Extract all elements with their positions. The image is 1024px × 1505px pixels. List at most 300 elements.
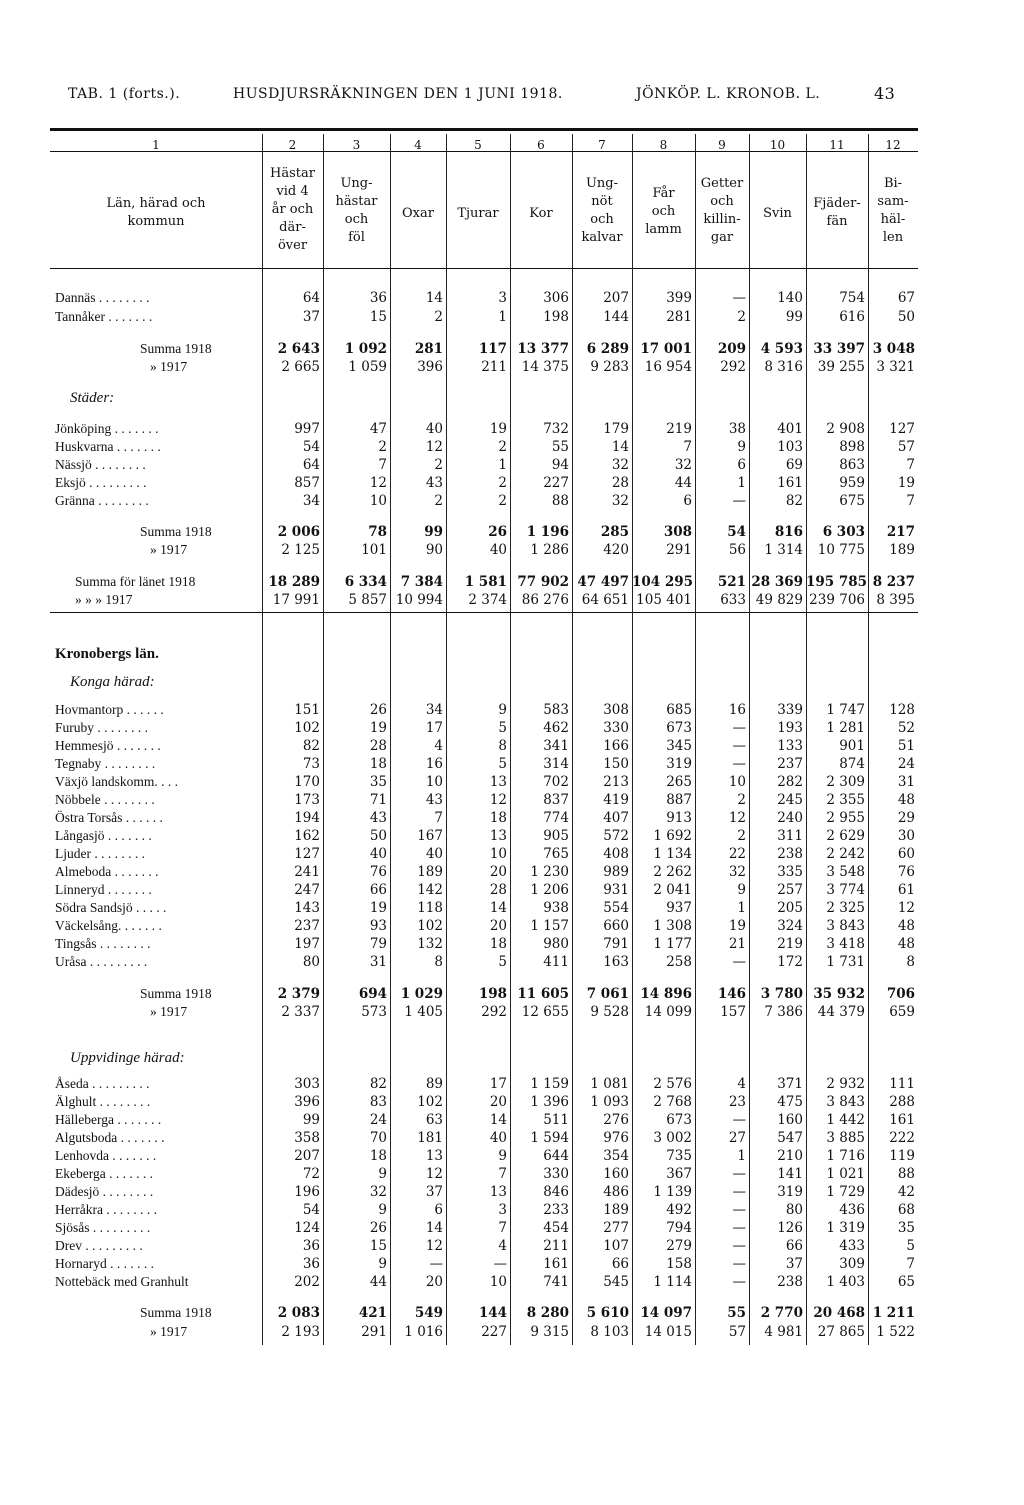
- table-cell: 938: [543, 900, 569, 916]
- table-cell: 554: [603, 900, 629, 916]
- table-cell: 3 885: [826, 1130, 865, 1146]
- table-cell: 6 289: [586, 341, 629, 357]
- table-cell: —: [732, 1112, 746, 1128]
- table-cell: 10: [489, 846, 507, 862]
- table-cell: 3 774: [826, 882, 865, 898]
- table-cell: 5: [498, 720, 507, 736]
- table-cell: 13: [489, 1184, 507, 1200]
- row-label: Furuby . . . . . . . .: [55, 720, 149, 735]
- table-cell: 90: [425, 542, 443, 558]
- table-cell: 15: [369, 1238, 387, 1254]
- table-cell: 13 377: [517, 341, 569, 357]
- table-cell: 117: [478, 341, 507, 357]
- table-cell: 26: [488, 524, 507, 540]
- table-cell: 82: [302, 738, 320, 754]
- table-cell: 702: [543, 774, 569, 790]
- table-cell: 163: [603, 954, 629, 970]
- column-header-line: lamm: [645, 222, 682, 237]
- table-row: [0, 1184, 1024, 1202]
- table-cell: 9: [737, 439, 746, 455]
- table-cell: 39 255: [817, 359, 865, 375]
- table-cell: 44: [369, 1274, 387, 1290]
- table-cell: 1 157: [530, 918, 569, 934]
- table-cell: 7: [498, 1220, 507, 1236]
- table-cell: 107: [603, 1238, 629, 1254]
- row-label: Ljuder . . . . . . . .: [55, 846, 145, 861]
- table-cell: 2 629: [826, 828, 865, 844]
- table-cell: 144: [603, 309, 629, 325]
- table-cell: 7: [683, 439, 692, 455]
- row-label: » 1917: [150, 542, 188, 557]
- table-cell: 83: [369, 1094, 387, 1110]
- header-region: JÖNKÖP. L. KRONOB. L.: [636, 86, 821, 102]
- table-cell: 99: [424, 524, 443, 540]
- row-label: Hälleberga . . . . . . .: [55, 1112, 162, 1127]
- table-cell: 219: [666, 421, 692, 437]
- table-cell: 170: [294, 774, 320, 790]
- table-cell: 12: [425, 1166, 443, 1182]
- table-cell: 7 061: [586, 986, 629, 1002]
- table-cell: 411: [543, 954, 569, 970]
- table-cell: 64: [302, 457, 320, 473]
- column-number: 10: [769, 138, 786, 152]
- table-cell: 126: [777, 1220, 803, 1236]
- table-cell: 143: [294, 900, 320, 916]
- table-cell: 5 857: [348, 592, 387, 608]
- table-row: [0, 524, 1024, 542]
- column-header-line: och: [590, 212, 614, 227]
- table-cell: 64 651: [581, 592, 629, 608]
- table-cell: —: [732, 1256, 746, 1272]
- table-cell: 181: [417, 1130, 443, 1146]
- table-cell: 462: [543, 720, 569, 736]
- table-cell: 173: [294, 792, 320, 808]
- table-cell: 43: [369, 810, 387, 826]
- row-label: » 1917: [150, 1324, 188, 1339]
- table-cell: 217: [886, 524, 915, 540]
- table-cell: 980: [543, 936, 569, 952]
- column-number: 4: [414, 138, 422, 152]
- table-cell: 358: [294, 1130, 320, 1146]
- table-cell: 2: [434, 493, 443, 509]
- table-cell: 80: [302, 954, 320, 970]
- table-cell: 420: [603, 542, 629, 558]
- table-cell: 162: [294, 828, 320, 844]
- table-cell: 6: [683, 493, 692, 509]
- table-cell: 14 015: [644, 1324, 692, 1340]
- table-cell: 19: [728, 918, 746, 934]
- table-cell: 8 395: [876, 592, 915, 608]
- table-cell: 48: [897, 792, 915, 808]
- table-row: [0, 574, 1024, 592]
- table-cell: 14 375: [521, 359, 569, 375]
- table-cell: 1: [737, 475, 746, 491]
- table-row: [0, 846, 1024, 864]
- column-header-line: Ung-: [585, 176, 619, 191]
- table-row: [0, 1324, 1024, 1342]
- table-row: [0, 290, 1024, 308]
- table-cell: 1 139: [653, 1184, 692, 1200]
- table-cell: 9 315: [530, 1324, 569, 1340]
- table-cell: 436: [839, 1202, 865, 1218]
- table-cell: 34: [425, 702, 443, 718]
- table-cell: 16: [425, 756, 443, 772]
- table-cell: 12: [425, 1238, 443, 1254]
- table-cell: 86 276: [521, 592, 569, 608]
- table-row: [0, 359, 1024, 377]
- table-cell: 291: [666, 542, 692, 558]
- row-label: Östra Torsås . . . . . .: [55, 810, 163, 825]
- table-cell: 189: [603, 1202, 629, 1218]
- table-cell: 3 780: [760, 986, 803, 1002]
- table-cell: 401: [777, 421, 803, 437]
- table-cell: 13: [425, 1148, 443, 1164]
- table-cell: 694: [358, 986, 387, 1002]
- table-cell: 78: [368, 524, 387, 540]
- table-cell: 2 309: [826, 774, 865, 790]
- table-cell: 644: [543, 1148, 569, 1164]
- table-row: [0, 720, 1024, 738]
- page-header: [68, 86, 908, 110]
- table-cell: 40: [425, 846, 443, 862]
- table-cell: 846: [543, 1184, 569, 1200]
- row-label: Linneryd . . . . . . .: [55, 882, 152, 897]
- table-cell: 1 319: [826, 1220, 865, 1236]
- table-cell: 37: [785, 1256, 803, 1272]
- table-cell: 1 522: [876, 1324, 915, 1340]
- table-cell: 9: [378, 1202, 387, 1218]
- table-cell: 146: [717, 986, 746, 1002]
- table-cell: 549: [414, 1305, 443, 1321]
- table-cell: 396: [294, 1094, 320, 1110]
- table-cell: 2: [434, 457, 443, 473]
- table-cell: 1 442: [826, 1112, 865, 1128]
- table-cell: 8 316: [764, 359, 803, 375]
- table-cell: 1 114: [653, 1274, 692, 1290]
- table-cell: 1 134: [653, 846, 692, 862]
- row-label: Summa 1918: [140, 1305, 212, 1320]
- table-cell: 2: [737, 828, 746, 844]
- table-cell: 8: [906, 954, 915, 970]
- table-cell: 1 403: [826, 1274, 865, 1290]
- table-cell: 99: [302, 1112, 320, 1128]
- table-cell: 1 281: [826, 720, 865, 736]
- row-label: Jönköping . . . . . . .: [55, 421, 159, 436]
- table-cell: 133: [777, 738, 803, 754]
- table-cell: 14 097: [640, 1305, 692, 1321]
- mid-rule: [50, 612, 918, 613]
- table-cell: 124: [294, 1220, 320, 1236]
- table-cell: 60: [897, 846, 915, 862]
- row-label: Eksjö . . . . . . . . .: [55, 475, 147, 490]
- table-row: [0, 828, 1024, 846]
- table-cell: 863: [839, 457, 865, 473]
- table-cell: 741: [543, 1274, 569, 1290]
- table-cell: 1 581: [464, 574, 507, 590]
- table-cell: 616: [839, 309, 865, 325]
- table-cell: 454: [543, 1220, 569, 1236]
- table-cell: 196: [294, 1184, 320, 1200]
- table-cell: 1 177: [653, 936, 692, 952]
- table-cell: 233: [543, 1202, 569, 1218]
- table-cell: 241: [294, 864, 320, 880]
- table-cell: 142: [417, 882, 443, 898]
- table-cell: 56: [728, 542, 746, 558]
- column-header: [510, 205, 572, 223]
- table-cell: 1 308: [653, 918, 692, 934]
- column-header: [50, 195, 262, 231]
- table-cell: 7: [498, 1166, 507, 1182]
- table-cell: 735: [666, 1148, 692, 1164]
- column-header-line: len: [882, 230, 904, 245]
- table-row: [0, 792, 1024, 810]
- table-cell: 55: [551, 439, 569, 455]
- table-cell: 17 001: [640, 341, 692, 357]
- table-row: [0, 864, 1024, 882]
- table-cell: 89: [425, 1076, 443, 1092]
- column-header: [323, 175, 390, 247]
- table-cell: 257: [777, 882, 803, 898]
- column-header-line: Län, härad och: [106, 196, 206, 211]
- table-row: [0, 810, 1024, 828]
- table-cell: 54: [302, 439, 320, 455]
- table-cell: 1 692: [653, 828, 692, 844]
- table-cell: 24: [369, 1112, 387, 1128]
- table-cell: 18: [489, 936, 507, 952]
- table-cell: 8: [498, 738, 507, 754]
- table-cell: 2 374: [468, 592, 507, 608]
- table-cell: 545: [603, 1274, 629, 1290]
- row-label: Hornaryd . . . . . . .: [55, 1256, 154, 1271]
- table-cell: 754: [839, 290, 865, 306]
- table-cell: 3: [498, 1202, 507, 1218]
- column-header-line: föl: [348, 230, 365, 245]
- header-table-ref: TAB. 1 (forts.).: [68, 86, 181, 102]
- row-label: Södra Sandsjö . . . . .: [55, 900, 167, 915]
- column-number: 2: [288, 138, 297, 152]
- column-header-line: sam-: [877, 194, 909, 209]
- table-cell: 5: [498, 954, 507, 970]
- table-row: [0, 986, 1024, 1004]
- table-cell: 128: [889, 702, 915, 718]
- table-cell: 2 006: [277, 524, 320, 540]
- table-cell: 18 289: [268, 574, 320, 590]
- table-cell: 68: [897, 1202, 915, 1218]
- table-cell: 57: [728, 1324, 746, 1340]
- table-cell: 27 865: [817, 1324, 865, 1340]
- table-cell: 20: [489, 918, 507, 934]
- table-cell: 2 337: [281, 1004, 320, 1020]
- table-cell: 157: [720, 1004, 746, 1020]
- table-cell: 17: [425, 720, 443, 736]
- table-row: [0, 646, 1024, 664]
- table-cell: 14: [489, 1112, 507, 1128]
- table-cell: 306: [543, 290, 569, 306]
- table-cell: 2 908: [826, 421, 865, 437]
- table-cell: 7: [378, 457, 387, 473]
- column-header-line: gar: [710, 230, 734, 245]
- table-cell: 816: [774, 524, 803, 540]
- table-cell: 3 843: [826, 918, 865, 934]
- table-cell: 49 829: [755, 592, 803, 608]
- table-cell: 237: [294, 918, 320, 934]
- table-row: [0, 542, 1024, 560]
- table-cell: 193: [777, 720, 803, 736]
- table-cell: 52: [897, 720, 915, 736]
- column-header-line: kalvar: [581, 230, 623, 245]
- table-cell: —: [429, 1256, 443, 1272]
- table-cell: 54: [302, 1202, 320, 1218]
- column-header-line: kommun: [127, 214, 185, 229]
- table-cell: 1 206: [530, 882, 569, 898]
- column-header-line: och: [710, 194, 734, 209]
- table-cell: —: [493, 1256, 507, 1272]
- column-header: [572, 175, 632, 247]
- column-header-line: nöt: [591, 194, 613, 209]
- table-cell: 40: [489, 542, 507, 558]
- page-number: 43: [874, 84, 896, 103]
- table-cell: 189: [417, 864, 443, 880]
- table-cell: 292: [720, 359, 746, 375]
- table-row: [0, 475, 1024, 493]
- table-cell: 330: [603, 720, 629, 736]
- column-header-line: Bi-: [883, 176, 903, 191]
- row-label: Uppvidinge härad:: [70, 1050, 185, 1066]
- table-cell: 28: [489, 882, 507, 898]
- table-row: [0, 457, 1024, 475]
- table-cell: 997: [294, 421, 320, 437]
- table-cell: 127: [889, 421, 915, 437]
- table-cell: 61: [897, 882, 915, 898]
- table-cell: 80: [785, 1202, 803, 1218]
- table-cell: 11 605: [517, 986, 569, 1002]
- row-label: Väckelsång. . . . . . .: [55, 918, 162, 933]
- column-header-line: Getter: [700, 176, 744, 191]
- table-cell: 901: [839, 738, 865, 754]
- table-cell: 18: [369, 756, 387, 772]
- table-cell: 319: [666, 756, 692, 772]
- table-cell: 1: [498, 309, 507, 325]
- table-cell: 6: [434, 1202, 443, 1218]
- table-row: [0, 309, 1024, 327]
- table-cell: 2 932: [826, 1076, 865, 1092]
- table-cell: 88: [897, 1166, 915, 1182]
- table-cell: 17: [489, 1076, 507, 1092]
- table-cell: 2 083: [277, 1305, 320, 1321]
- table-cell: 32: [728, 864, 746, 880]
- row-label: » 1917: [150, 359, 188, 374]
- table-cell: 48: [897, 918, 915, 934]
- table-row: [0, 936, 1024, 954]
- table-cell: 32: [369, 1184, 387, 1200]
- table-cell: 55: [727, 1305, 746, 1321]
- table-cell: 15: [369, 309, 387, 325]
- table-cell: 2 262: [653, 864, 692, 880]
- table-cell: 17 991: [272, 592, 320, 608]
- table-cell: 279: [666, 1238, 692, 1254]
- table-cell: 2 955: [826, 810, 865, 826]
- table-row: [0, 1050, 1024, 1068]
- column-header-line: Svin: [763, 206, 792, 221]
- table-cell: 150: [603, 756, 629, 772]
- table-cell: 237: [777, 756, 803, 772]
- table-cell: 210: [777, 1148, 803, 1164]
- column-number: 3: [352, 138, 361, 152]
- table-cell: 211: [481, 359, 507, 375]
- table-cell: 303: [294, 1076, 320, 1092]
- table-cell: 35 932: [813, 986, 865, 1002]
- table-cell: 24: [897, 756, 915, 772]
- table-cell: 308: [603, 702, 629, 718]
- table-cell: 1 081: [590, 1076, 629, 1092]
- table-cell: 675: [839, 493, 865, 509]
- table-cell: —: [732, 738, 746, 754]
- table-cell: 51: [897, 738, 915, 754]
- table-cell: 10: [369, 493, 387, 509]
- table-row: [0, 1256, 1024, 1274]
- row-label: Summa 1918: [140, 524, 212, 539]
- table-cell: 857: [294, 475, 320, 491]
- table-cell: 2 242: [826, 846, 865, 862]
- column-header-line: Tjurar: [457, 206, 499, 221]
- table-cell: 732: [543, 421, 569, 437]
- table-cell: 20 468: [813, 1305, 865, 1321]
- column-header-line: hästar: [335, 194, 378, 209]
- table-cell: —: [732, 1220, 746, 1236]
- table-row: [0, 1094, 1024, 1112]
- table-cell: 433: [839, 1238, 865, 1254]
- column-header: [749, 205, 806, 223]
- table-cell: 1 405: [404, 1004, 443, 1020]
- table-cell: 20: [489, 864, 507, 880]
- table-cell: 258: [666, 954, 692, 970]
- table-cell: 281: [666, 309, 692, 325]
- table-cell: 314: [543, 756, 569, 772]
- table-cell: 36: [369, 290, 387, 306]
- table-cell: 50: [369, 828, 387, 844]
- table-cell: 127: [294, 846, 320, 862]
- column-header-line: häl-: [880, 212, 906, 227]
- table-cell: 197: [294, 936, 320, 952]
- table-cell: 277: [603, 1220, 629, 1236]
- row-label: Konga härad:: [70, 674, 155, 690]
- table-cell: 4: [498, 1238, 507, 1254]
- table-cell: 167: [417, 828, 443, 844]
- column-header-line: år och: [271, 202, 314, 217]
- table-cell: 34: [302, 493, 320, 509]
- column-header: [262, 165, 323, 255]
- table-cell: 2: [434, 309, 443, 325]
- table-row: [0, 738, 1024, 756]
- table-cell: 161: [889, 1112, 915, 1128]
- table-cell: 94: [551, 457, 569, 473]
- table-cell: 28: [369, 738, 387, 754]
- table-cell: 4 981: [764, 1324, 803, 1340]
- table-cell: —: [732, 756, 746, 772]
- table-cell: 31: [897, 774, 915, 790]
- table-cell: 13: [489, 828, 507, 844]
- table-cell: 8: [434, 954, 443, 970]
- table-cell: 209: [717, 341, 746, 357]
- table-row: [0, 1238, 1024, 1256]
- table-cell: 202: [294, 1274, 320, 1290]
- row-label: Sjösås . . . . . . . . .: [55, 1220, 151, 1235]
- table-cell: 4 593: [760, 341, 803, 357]
- table-cell: 1 092: [344, 341, 387, 357]
- table-cell: 492: [666, 1202, 692, 1218]
- table-cell: 7: [906, 1256, 915, 1272]
- table-cell: 65: [897, 1274, 915, 1290]
